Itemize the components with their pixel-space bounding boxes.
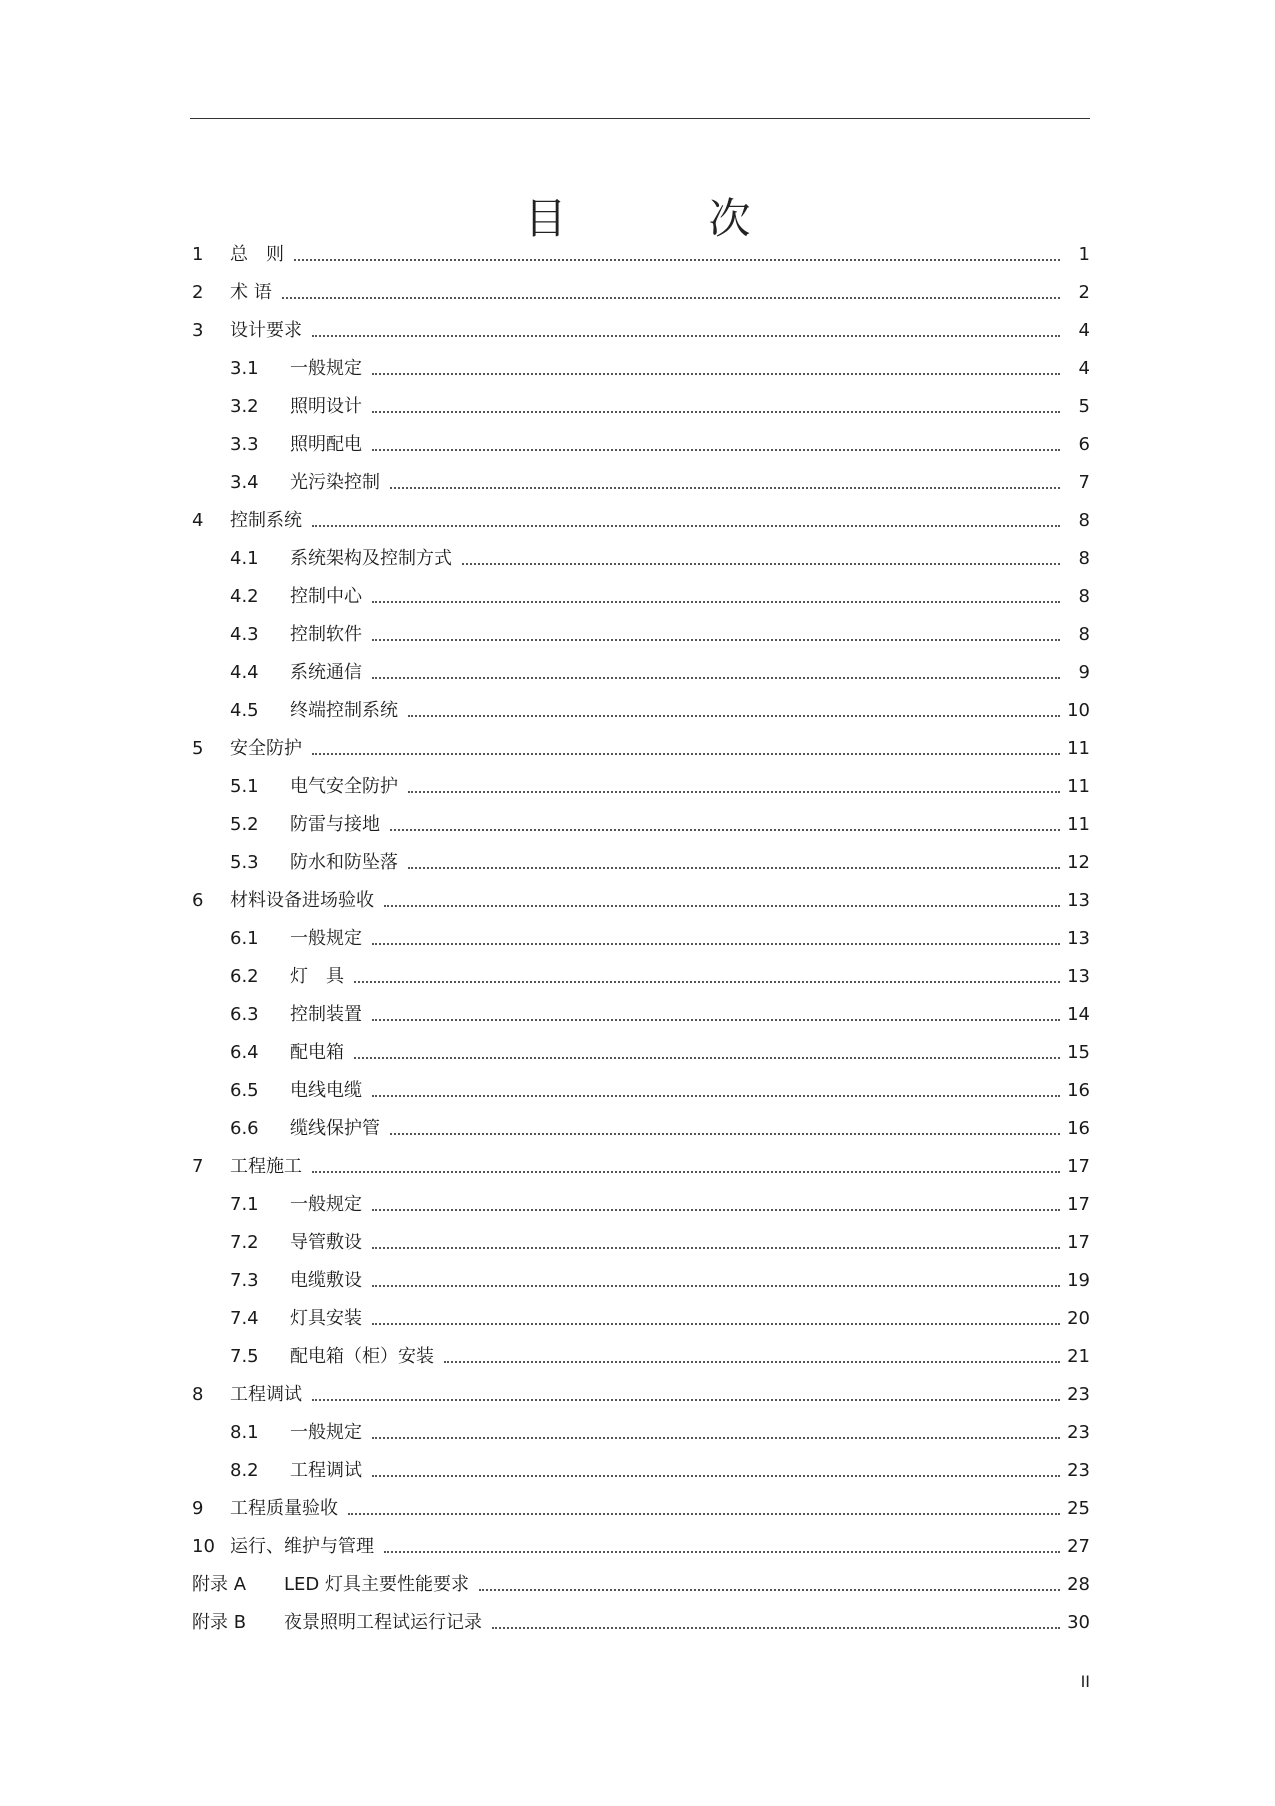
- toc-entry-page: 17: [1067, 1232, 1090, 1253]
- toc-leader-dots: [372, 1285, 1060, 1287]
- toc-leader-dots: [408, 791, 1060, 793]
- toc-entry[interactable]: [192, 539, 1090, 571]
- toc-entry[interactable]: [192, 387, 1090, 419]
- toc-leader-dots: [372, 411, 1060, 413]
- toc-entry-number: 附录 B: [192, 1612, 247, 1633]
- toc-entry[interactable]: [192, 235, 1090, 267]
- toc-entry-number: 8.1: [230, 1422, 259, 1443]
- toc-leader-dots: [354, 981, 1060, 983]
- toc-entry[interactable]: [192, 615, 1090, 647]
- toc-leader-dots: [372, 677, 1060, 679]
- toc-entry-page: 8: [1078, 624, 1090, 645]
- toc-entry[interactable]: [192, 463, 1090, 495]
- toc-entry-label: 一般规定: [290, 358, 362, 379]
- toc-entry-number: 附录 A: [192, 1574, 247, 1595]
- toc-leader-dots: [348, 1513, 1060, 1515]
- toc-entry[interactable]: [192, 1451, 1090, 1483]
- toc-entry[interactable]: [192, 805, 1090, 837]
- toc-entry-page: 4: [1078, 320, 1090, 341]
- toc-entry[interactable]: [192, 729, 1090, 761]
- toc-entry-label: 控制中心: [290, 586, 362, 607]
- toc-entry-label: 灯具安装: [290, 1308, 362, 1329]
- toc-entry-label: 术 语: [230, 282, 272, 303]
- toc-leader-dots: [444, 1361, 1060, 1363]
- toc-entry-number: 4.5: [230, 700, 259, 721]
- toc-leader-dots: [372, 1247, 1060, 1249]
- toc-leader-dots: [492, 1627, 1060, 1629]
- toc-entry-page: 7: [1078, 472, 1090, 493]
- toc-entry-number: 6.6: [230, 1118, 259, 1139]
- toc-entry-number: 6.4: [230, 1042, 259, 1063]
- toc-entry-number: 7.3: [230, 1270, 259, 1291]
- toc-entry-page: 28: [1067, 1574, 1090, 1595]
- toc-entry-page: 16: [1067, 1118, 1090, 1139]
- toc-entry-label: 工程调试: [290, 1460, 362, 1481]
- toc-entry[interactable]: [192, 957, 1090, 989]
- toc-entry-label: 系统通信: [290, 662, 362, 683]
- toc-entry-label: 终端控制系统: [290, 700, 398, 721]
- toc-entry[interactable]: [192, 843, 1090, 875]
- toc-entry[interactable]: [192, 881, 1090, 913]
- toc-entry[interactable]: [192, 273, 1090, 305]
- toc-entry-number: 4: [192, 510, 204, 531]
- toc-entry-number: 4.1: [230, 548, 259, 569]
- toc-entry-page: 21: [1067, 1346, 1090, 1367]
- toc-entry-page: 19: [1067, 1270, 1090, 1291]
- toc-entry-page: 17: [1067, 1156, 1090, 1177]
- toc-entry-label: 控制软件: [290, 624, 362, 645]
- toc-entry-page: 12: [1067, 852, 1090, 873]
- toc-leader-dots: [462, 563, 1060, 565]
- toc-entry[interactable]: [192, 1337, 1090, 1369]
- page-number: II: [1080, 1672, 1090, 1691]
- toc-entry-label: 运行、维护与管理: [230, 1536, 374, 1557]
- toc-entry-label: 防水和防坠落: [290, 852, 398, 873]
- toc-entry-page: 11: [1067, 776, 1090, 797]
- toc-entry-label: LED 灯具主要性能要求: [284, 1574, 469, 1595]
- toc-leader-dots: [372, 373, 1060, 375]
- toc-leader-dots: [372, 1437, 1060, 1439]
- toc-entry-number: 6.2: [230, 966, 259, 987]
- toc-entry[interactable]: [192, 995, 1090, 1027]
- toc-entry-label: 照明设计: [290, 396, 362, 417]
- toc-leader-dots: [372, 601, 1060, 603]
- toc-entry[interactable]: [192, 349, 1090, 381]
- toc-entry[interactable]: [192, 311, 1090, 343]
- toc-leader-dots: [312, 1399, 1060, 1401]
- toc-entry-number: 7.4: [230, 1308, 259, 1329]
- toc-entry-number: 1: [192, 244, 204, 265]
- toc-entry-page: 17: [1067, 1194, 1090, 1215]
- toc-entry-label: 总 则: [230, 244, 284, 265]
- toc-entry-label: 安全防护: [230, 738, 302, 759]
- toc-leader-dots: [372, 639, 1060, 641]
- toc-entry-number: 2: [192, 282, 204, 303]
- toc-entry-number: 7.2: [230, 1232, 259, 1253]
- toc-leader-dots: [390, 487, 1060, 489]
- toc-entry-label: 防雷与接地: [290, 814, 380, 835]
- toc-entry[interactable]: [192, 1261, 1090, 1293]
- toc-entry[interactable]: [192, 1109, 1090, 1141]
- toc-entry-label: 一般规定: [290, 1422, 362, 1443]
- toc-entry-page: 25: [1067, 1498, 1090, 1519]
- toc-leader-dots: [312, 335, 1060, 337]
- toc-leader-dots: [372, 943, 1060, 945]
- toc-entry-label: 一般规定: [290, 1194, 362, 1215]
- toc-entry-label: 电线电缆: [290, 1080, 362, 1101]
- toc-entry-label: 夜景照明工程试运行记录: [284, 1612, 482, 1633]
- toc-entry-number: 6.3: [230, 1004, 259, 1025]
- toc-leader-dots: [372, 1209, 1060, 1211]
- toc-entry-page: 6: [1078, 434, 1090, 455]
- toc-entry[interactable]: [192, 1603, 1090, 1635]
- toc-entry-page: 10: [1067, 700, 1090, 721]
- toc-entry[interactable]: [192, 577, 1090, 609]
- toc-entry-number: 7.1: [230, 1194, 259, 1215]
- toc-entry-label: 照明配电: [290, 434, 362, 455]
- toc-entry-page: 30: [1067, 1612, 1090, 1633]
- toc-leader-dots: [294, 259, 1060, 261]
- toc-entry[interactable]: [192, 1413, 1090, 1445]
- toc-entry-number: 6.1: [230, 928, 259, 949]
- toc-entry-label: 控制装置: [290, 1004, 362, 1025]
- toc-leader-dots: [384, 1551, 1060, 1553]
- toc-entry-page: 14: [1067, 1004, 1090, 1025]
- toc-entry-page: 23: [1067, 1422, 1090, 1443]
- toc-entry-number: 3.1: [230, 358, 259, 379]
- toc-entry-page: 4: [1078, 358, 1090, 379]
- toc-entry-page: 13: [1067, 966, 1090, 987]
- toc-entry-number: 5.1: [230, 776, 259, 797]
- toc-entry-number: 5.3: [230, 852, 259, 873]
- toc-entry-label: 光污染控制: [290, 472, 380, 493]
- toc-leader-dots: [408, 715, 1060, 717]
- toc-entry[interactable]: [192, 653, 1090, 685]
- toc-entry-label: 缆线保护管: [290, 1118, 380, 1139]
- toc-entry[interactable]: [192, 1375, 1090, 1407]
- toc-entry-page: 11: [1067, 814, 1090, 835]
- toc-leader-dots: [312, 753, 1060, 755]
- toc-entry[interactable]: [192, 1223, 1090, 1255]
- toc-leader-dots: [312, 525, 1060, 527]
- toc-entry-number: 4.4: [230, 662, 259, 683]
- toc-entry-page: 11: [1067, 738, 1090, 759]
- toc-leader-dots: [390, 829, 1060, 831]
- toc-entry[interactable]: [192, 425, 1090, 457]
- toc-entry-page: 8: [1078, 510, 1090, 531]
- toc-entry-number: 9: [192, 1498, 204, 1519]
- toc-leader-dots: [372, 449, 1060, 451]
- toc-entry-number: 6.5: [230, 1080, 259, 1101]
- toc-entry-number: 6: [192, 890, 204, 911]
- toc-entry-label: 导管敷设: [290, 1232, 362, 1253]
- toc-leader-dots: [282, 297, 1060, 299]
- toc-entry-page: 15: [1067, 1042, 1090, 1063]
- toc-entry[interactable]: [192, 1185, 1090, 1217]
- toc-entry-label: 系统架构及控制方式: [290, 548, 452, 569]
- toc-leader-dots: [479, 1589, 1060, 1591]
- toc-entry-page: 2: [1078, 282, 1090, 303]
- page-title: 目 次: [524, 194, 801, 244]
- toc-leader-dots: [372, 1019, 1060, 1021]
- toc-entry-label: 设计要求: [230, 320, 302, 341]
- toc-entry-page: 20: [1067, 1308, 1090, 1329]
- toc-leader-dots: [372, 1095, 1060, 1097]
- toc-entry[interactable]: [192, 1565, 1090, 1597]
- toc-entry-label: 配电箱: [290, 1042, 344, 1063]
- toc-entry-number: 4.2: [230, 586, 259, 607]
- toc-entry-label: 控制系统: [230, 510, 302, 531]
- toc-entry[interactable]: [192, 1033, 1090, 1065]
- toc-entry-number: 5: [192, 738, 204, 759]
- toc-entry[interactable]: [192, 919, 1090, 951]
- toc-entry[interactable]: [192, 1147, 1090, 1179]
- toc-entry-number: 8: [192, 1384, 204, 1405]
- toc-entry-number: 7: [192, 1156, 204, 1177]
- toc-entry[interactable]: [192, 1527, 1090, 1559]
- toc-leader-dots: [372, 1323, 1060, 1325]
- toc-entry-page: 5: [1078, 396, 1090, 417]
- toc-entry-page: 27: [1067, 1536, 1090, 1557]
- toc-entry-page: 1: [1078, 244, 1090, 265]
- toc-leader-dots: [384, 905, 1060, 907]
- toc-entry-label: 电缆敷设: [290, 1270, 362, 1291]
- toc-leader-dots: [354, 1057, 1060, 1059]
- toc-entry-number: 7.5: [230, 1346, 259, 1367]
- toc-entry-number: 3.4: [230, 472, 259, 493]
- toc-entry-page: 13: [1067, 928, 1090, 949]
- toc-entry[interactable]: [192, 691, 1090, 723]
- toc-entry-label: 工程调试: [230, 1384, 302, 1405]
- toc-entry[interactable]: [192, 767, 1090, 799]
- toc-entry[interactable]: [192, 1489, 1090, 1521]
- toc-leader-dots: [408, 867, 1060, 869]
- toc-entry-label: 配电箱（柜）安装: [290, 1346, 434, 1367]
- toc-entry-page: 8: [1078, 548, 1090, 569]
- toc-entry-page: 13: [1067, 890, 1090, 911]
- toc-entry-number: 3.2: [230, 396, 259, 417]
- toc-entry[interactable]: [192, 1071, 1090, 1103]
- toc-entry-page: 8: [1078, 586, 1090, 607]
- toc-leader-dots: [372, 1475, 1060, 1477]
- header-rule: [190, 118, 1090, 119]
- toc-entry-number: 5.2: [230, 814, 259, 835]
- toc-entry-page: 9: [1078, 662, 1090, 683]
- toc-entry-number: 3.3: [230, 434, 259, 455]
- toc-entry[interactable]: [192, 1299, 1090, 1331]
- toc-entry-label: 工程质量验收: [230, 1498, 338, 1519]
- toc-entry-label: 灯 具: [290, 966, 344, 987]
- toc-entry-number: 10: [192, 1536, 215, 1557]
- toc-entry-number: 3: [192, 320, 204, 341]
- toc-entry-label: 一般规定: [290, 928, 362, 949]
- toc-entry-label: 材料设备进场验收: [230, 890, 374, 911]
- toc-leader-dots: [312, 1171, 1060, 1173]
- toc-entry-label: 工程施工: [230, 1156, 302, 1177]
- toc-entry-label: 电气安全防护: [290, 776, 398, 797]
- toc-entry-page: 16: [1067, 1080, 1090, 1101]
- toc-entry-page: 23: [1067, 1460, 1090, 1481]
- toc-leader-dots: [390, 1133, 1060, 1135]
- toc-entry-page: 23: [1067, 1384, 1090, 1405]
- toc-entry[interactable]: [192, 501, 1090, 533]
- toc-entry-number: 4.3: [230, 624, 259, 645]
- toc-entry-number: 8.2: [230, 1460, 259, 1481]
